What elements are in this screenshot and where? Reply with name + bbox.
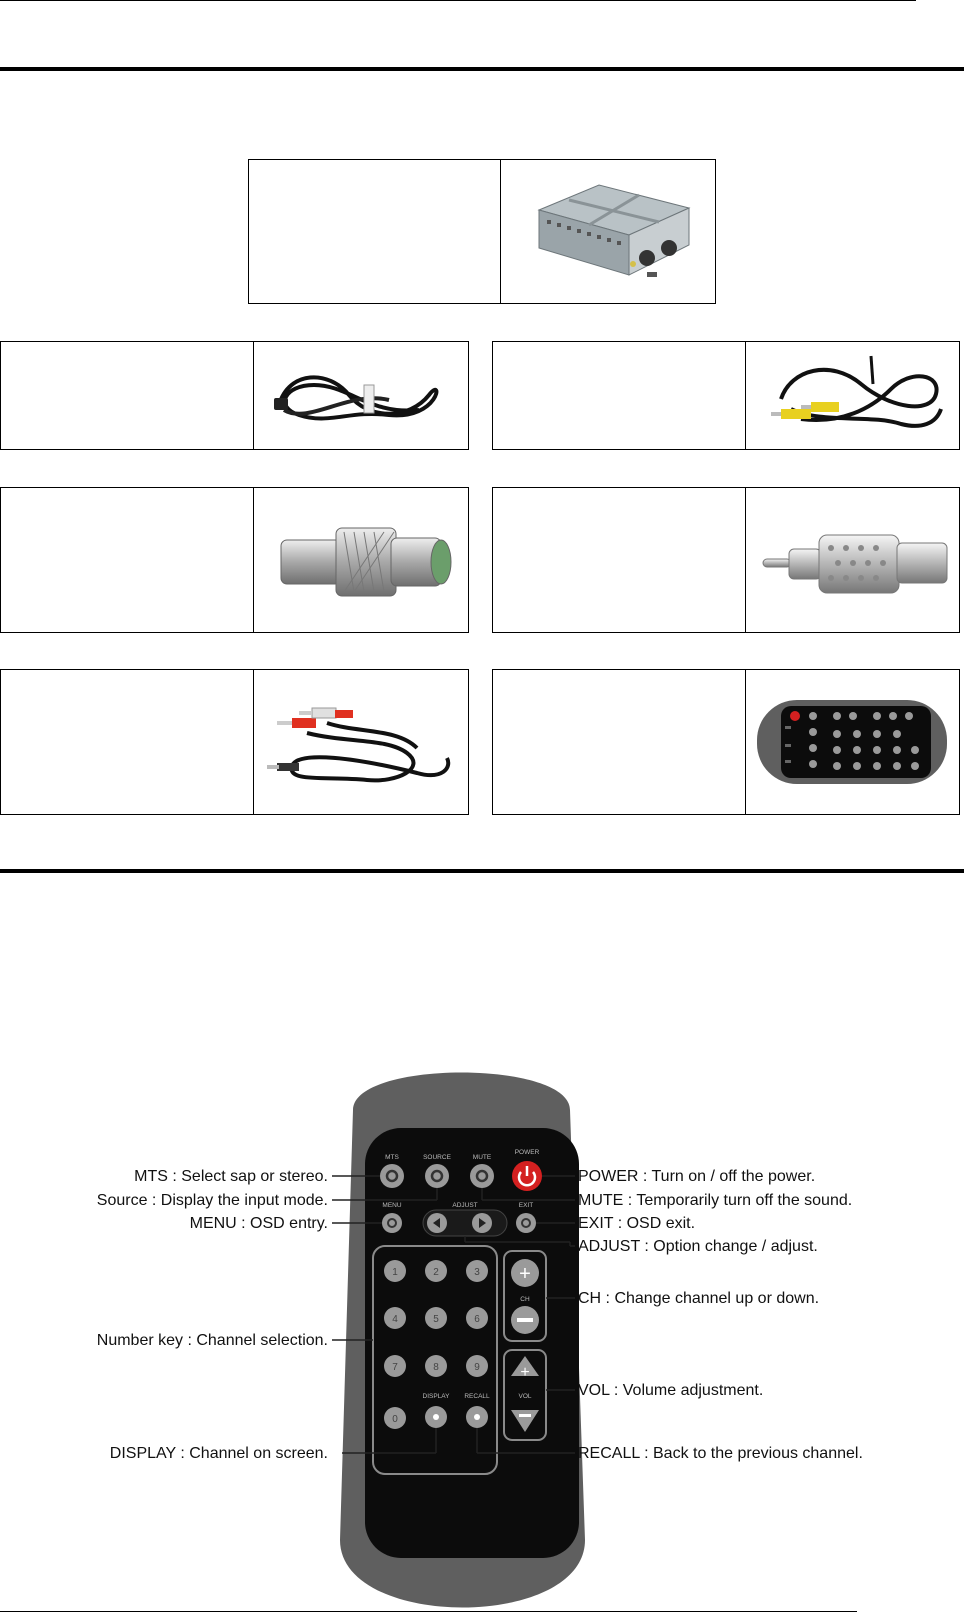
callout-menu: MENU : OSD entry. xyxy=(189,1215,328,1232)
recall-button[interactable] xyxy=(466,1406,488,1428)
rca-video-cable-icon xyxy=(761,354,951,439)
item-divider xyxy=(253,488,254,632)
item-box-rca-video-cable xyxy=(492,341,960,450)
svg-text:9: 9 xyxy=(474,1362,480,1373)
item-divider xyxy=(500,160,501,303)
mute-label: MUTE xyxy=(472,1154,492,1161)
remote-diagram xyxy=(70,1070,930,1610)
item-box-rca-f-adapter xyxy=(492,487,960,633)
remote-control-icon xyxy=(755,698,950,788)
exit-button[interactable] xyxy=(516,1213,536,1233)
item-divider xyxy=(253,342,254,449)
number-key-8[interactable] xyxy=(425,1355,447,1377)
callout-mute: MUTE : Temporarily turn off the sound. xyxy=(578,1192,853,1209)
item-box-audio-cable xyxy=(0,669,469,815)
footer-rule xyxy=(0,1611,857,1612)
item-divider xyxy=(745,670,746,814)
number-key-5[interactable] xyxy=(425,1307,447,1329)
mts-button[interactable] xyxy=(380,1164,404,1188)
callout-recall: RECALL : Back to the previous channel. xyxy=(578,1445,863,1462)
callout-ch: CH : Change channel up or down. xyxy=(578,1290,820,1307)
callout-source: Source : Display the input mode. xyxy=(96,1192,328,1209)
ch-down-button[interactable] xyxy=(511,1306,539,1334)
number-key-7[interactable] xyxy=(384,1355,406,1377)
callout-adjust: ADJUST : Option change / adjust. xyxy=(578,1238,818,1255)
adjust-right-button[interactable] xyxy=(472,1213,492,1233)
adjust-left-button[interactable] xyxy=(427,1213,447,1233)
item-divider xyxy=(253,670,254,814)
menu-button[interactable] xyxy=(382,1213,402,1233)
svg-text:2: 2 xyxy=(433,1267,439,1278)
audio-cable-icon xyxy=(267,688,462,803)
recall-label: RECALL xyxy=(464,1393,490,1400)
item-divider xyxy=(745,342,746,449)
source-label: SOURCE xyxy=(423,1154,451,1161)
svg-text:7: 7 xyxy=(392,1362,398,1373)
item-box-s-video-cable xyxy=(0,341,469,450)
exit-label: EXIT xyxy=(518,1202,534,1209)
vol-label: VOL xyxy=(518,1393,532,1400)
rca-f-adapter-icon xyxy=(761,523,956,603)
callout-mts: MTS : Select sap or stereo. xyxy=(134,1168,328,1185)
number-key-2[interactable] xyxy=(425,1260,447,1282)
item-box-tuner xyxy=(248,159,716,304)
power-label: POWER xyxy=(514,1149,540,1156)
source-button[interactable] xyxy=(425,1164,449,1188)
number-key-1[interactable] xyxy=(384,1260,406,1282)
number-key-9[interactable] xyxy=(466,1355,488,1377)
ch-up-button[interactable] xyxy=(511,1259,539,1287)
svg-text:8: 8 xyxy=(433,1362,439,1373)
callout-vol: VOL : Volume adjustment. xyxy=(578,1382,764,1399)
item-box-remote-control xyxy=(492,669,960,815)
svg-text:5: 5 xyxy=(433,1314,439,1325)
display-label: DISPLAY xyxy=(422,1393,450,1400)
callout-number-key: Number key : Channel selection. xyxy=(96,1332,328,1349)
svg-text:1: 1 xyxy=(392,1267,398,1278)
mute-button[interactable] xyxy=(470,1164,494,1188)
svg-text:6: 6 xyxy=(474,1314,480,1325)
svg-text:0: 0 xyxy=(392,1414,398,1425)
menu-label: MENU xyxy=(382,1202,402,1209)
callout-display: DISPLAY : Channel on screen. xyxy=(109,1445,328,1462)
svg-text:3: 3 xyxy=(474,1267,480,1278)
svg-text:4: 4 xyxy=(392,1314,398,1325)
svg-text:+: + xyxy=(520,1364,530,1381)
svg-text:+: + xyxy=(519,1263,531,1285)
section-rule-middle xyxy=(0,869,964,873)
power-button[interactable] xyxy=(512,1161,542,1191)
adjust-label: ADJUST xyxy=(452,1202,478,1209)
header-rule xyxy=(0,0,916,1)
remote-diagram-svg xyxy=(70,1070,930,1610)
s-video-cable-icon xyxy=(269,360,454,435)
callout-power: POWER : Turn on / off the power. xyxy=(578,1168,816,1185)
section-rule-top xyxy=(0,67,964,71)
item-divider xyxy=(745,488,746,632)
display-button[interactable] xyxy=(425,1406,447,1428)
remote-panel xyxy=(365,1128,579,1558)
number-key-6[interactable] xyxy=(466,1307,488,1329)
number-key-3[interactable] xyxy=(466,1260,488,1282)
tv-tuner-box-icon xyxy=(529,180,699,280)
antenna-adapter-icon xyxy=(276,518,456,603)
callout-exit: EXIT : OSD exit. xyxy=(578,1215,696,1232)
number-key-4[interactable] xyxy=(384,1307,406,1329)
mts-label: MTS xyxy=(385,1154,399,1161)
item-box-antenna-adapter xyxy=(0,487,469,633)
number-key-0[interactable] xyxy=(384,1407,406,1429)
ch-label: CH xyxy=(520,1296,530,1303)
